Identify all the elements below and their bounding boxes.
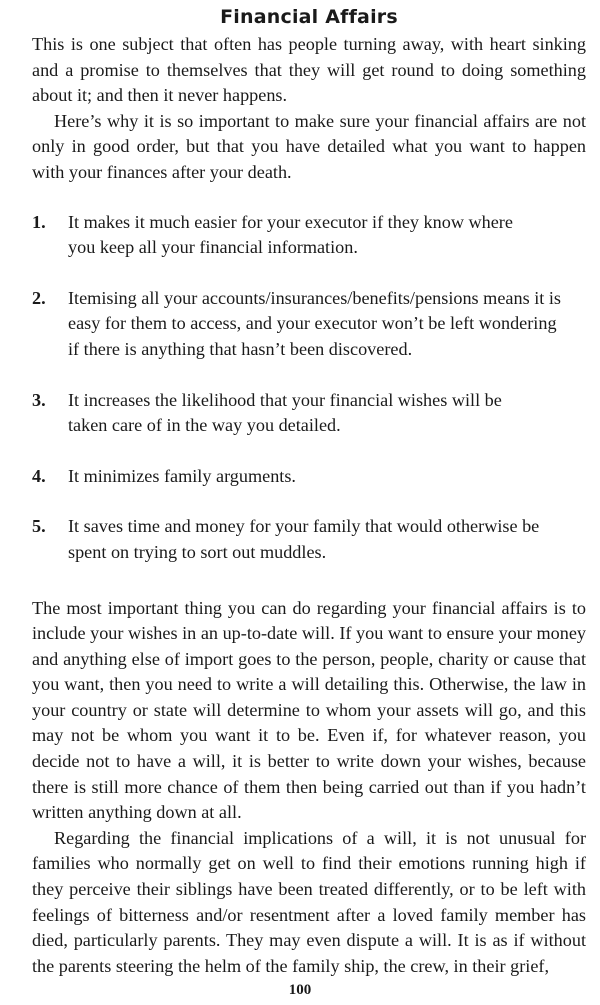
list-number: 4. xyxy=(32,465,46,486)
list-item-4 xyxy=(32,464,532,490)
list-item-text: Itemising all your accounts/insurances/benefits/pensions means it is easy for them to access, and your executor won’t be left wondering if there is anything that hasn’t been discovered. xyxy=(68,287,561,359)
list-item-text: It makes it much easier for your executor if they know where you keep all your financial information. xyxy=(68,211,513,258)
body-paragraph-2: Regarding the financial implications of a will, it is not unusual for families who normally get on well to find their emotions running high if they perceive their siblings have been treated differently, or to be left with feelings of bitterness and/or resentment after a loved family member has died, particularly parents. They may even dispute a will. It is as if without the parents steering the helm of the family ship, the crew, in their grief, xyxy=(32,827,586,976)
body-paragraph-1: The most important thing you can do regarding your financial affairs is to include your wishes in an up-to-date will. If you want to ensure your money and anything else of import goes to the person, people, charity or cause that you want, then you need to write a will detailing this. Otherwise, the law in your country or state will determine to whom your assets will go, and this may not be whom you want it to be. Even if, for whatever reason, you decide not to have a will, it is better to write down your wishes, because there is still more chance of them then being carried out than if you hadn’t written anything down at all. xyxy=(32,597,586,823)
intro-paragraph-2: Here’s why it is so important to make sure your financial affairs are not only in good order, but that you have detailed what you want to happen with your finances after your death. xyxy=(32,110,586,182)
list-item-text: It saves time and money for your family that would otherwise be spent on trying to sort out muddles. xyxy=(68,516,540,562)
page-title: Financial Affairs xyxy=(220,6,398,28)
list-number: 3. xyxy=(32,389,46,410)
intro-paragraph-1: This is one subject that often has people turning away, with heart sinking and a promise to themselves that they will get round to doing something about it; and then it never happens. xyxy=(32,34,586,106)
list-item-1 xyxy=(32,210,532,261)
list-item-3 xyxy=(32,388,532,439)
list-item-text: It increases the likelihood that your financial wishes will be taken care of in the way you detailed. xyxy=(68,389,502,436)
numbered-list xyxy=(32,210,586,566)
list-item-2 xyxy=(32,286,562,363)
list-item-5 xyxy=(32,514,562,565)
list-number: 1. xyxy=(32,211,46,232)
page-number: 100 xyxy=(288,982,312,998)
list-item-text: It minimizes family arguments. xyxy=(68,465,296,486)
list-number: 5. xyxy=(32,516,46,537)
list-number: 2. xyxy=(32,287,46,308)
